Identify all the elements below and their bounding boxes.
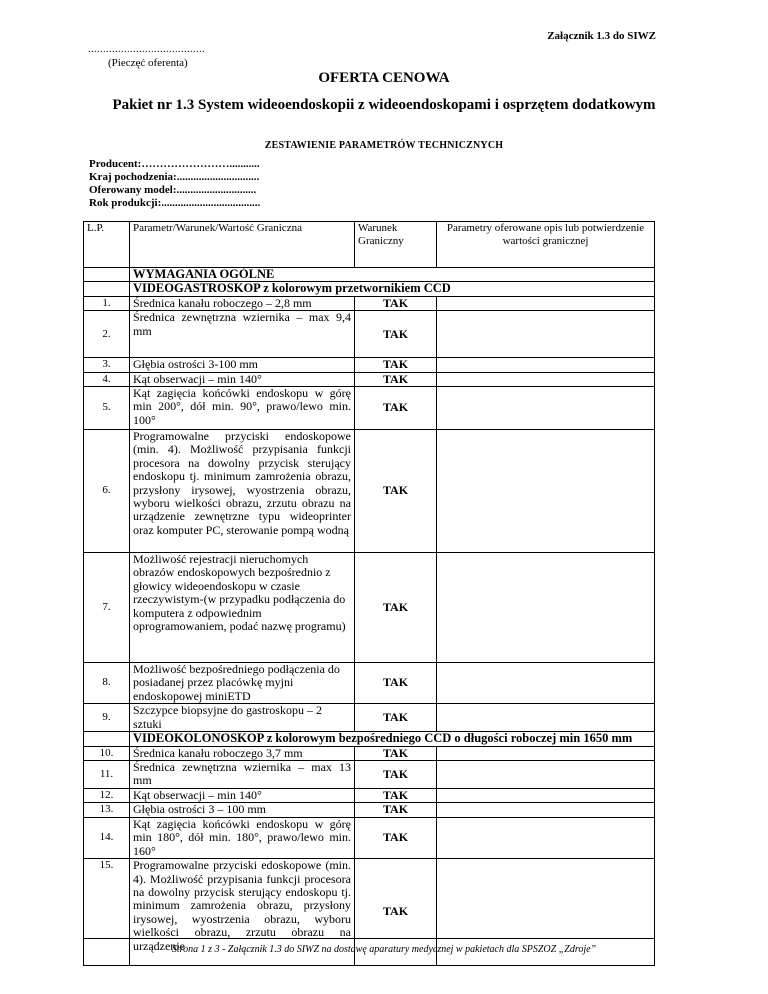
condition-value: TAK <box>355 358 437 372</box>
stamp-label: (Pieczęć oferenta) <box>108 57 188 69</box>
offered-cell[interactable] <box>437 761 655 789</box>
condition-value: TAK <box>355 387 437 430</box>
parameter-text: Średnica kanału roboczego – 2,8 mm <box>130 296 355 310</box>
row-number: 13. <box>84 803 130 817</box>
offered-cell[interactable] <box>437 296 655 310</box>
parameter-text: Kąt obserwacji – min 140° <box>130 789 355 803</box>
condition-value: TAK <box>355 311 437 358</box>
table-row <box>84 311 655 358</box>
section-general: WYMAGANIA OGÓLNE <box>130 268 655 282</box>
section-gastroscope: VIDEOGASTROSKOP z kolorowym przetwornikiem CCD <box>130 282 655 296</box>
condition-value: TAK <box>355 761 437 789</box>
table-row <box>84 663 655 704</box>
offered-cell[interactable] <box>437 372 655 386</box>
condition-value: TAK <box>355 663 437 704</box>
table-row <box>84 387 655 430</box>
parameter-text: Kąt zagięcia końcówki endoskopu w górę min 200°, dół min. 90°, prawo/lewo min. 100° <box>130 387 355 430</box>
table-row <box>84 789 655 803</box>
row-number: 11. <box>84 761 130 789</box>
table-row <box>84 553 655 663</box>
header-offered: Parametry oferowane opis lub potwierdzenie wartości granicznej <box>437 222 655 268</box>
parameter-text: Możliwość rejestracji nieruchomych obrazów endoskopowych bezpośrednio z głowicy wideoendoskopu w czasie rzeczywistym-(w przypadku podłączenia do komputera z odpowiednim oprogramowaniem, podać nazwę programu) <box>130 553 355 663</box>
parameter-text: Średnica zewnętrzna wziernika – max 13 mm <box>130 761 355 789</box>
offered-cell[interactable] <box>437 663 655 704</box>
table-row <box>84 761 655 789</box>
condition-value: TAK <box>355 430 437 553</box>
row-number: 3. <box>84 358 130 372</box>
page-title: OFERTA CENOWA <box>318 70 450 86</box>
table-row <box>84 372 655 386</box>
offered-cell[interactable] <box>437 789 655 803</box>
year-field: Rok produkcji:.................................... <box>89 197 261 209</box>
table-row <box>84 296 655 310</box>
parameter-text: Programowalne przyciski edoskopowe (min. 4). Możliwość przypisania funkcji procesora na dowolny przycisk sterujący endoskopu tj. minimum zamrożenia obrazu, przysłony irysowej, wyostrzenia obrazu, wyboru wielkości obrazu, zrzutu obrazu na urządzenie <box>130 859 355 966</box>
offered-cell[interactable] <box>437 817 655 858</box>
row-number: 7. <box>84 553 130 663</box>
page-footer: Strona 1 z 3 - Załącznik 1.3 do SIWZ na dostawę aparatury medycznej w pakietach dla SPSZOZ „Zdroje” <box>171 944 597 955</box>
header-lp: L.P. <box>84 222 130 268</box>
parameter-text: Możliwość bezpośredniego podłączenia do posiadanej przez placówkę myjni endoskopowej miniETD <box>130 663 355 704</box>
condition-value: TAK <box>355 789 437 803</box>
condition-value: TAK <box>355 372 437 386</box>
row-number: 4. <box>84 372 130 386</box>
condition-value: TAK <box>355 296 437 310</box>
condition-value: TAK <box>355 803 437 817</box>
condition-value: TAK <box>355 859 437 966</box>
header-condition: Warunek Graniczny <box>355 222 437 268</box>
table-row <box>84 817 655 858</box>
parameter-text: Głębia ostrości 3 – 100 mm <box>130 803 355 817</box>
row-number: 2. <box>84 311 130 358</box>
condition-value: TAK <box>355 704 437 732</box>
row-number: 1. <box>84 296 130 310</box>
parameter-text: Głębia ostrości 3-100 mm <box>130 358 355 372</box>
row-number: 9. <box>84 704 130 732</box>
row-number: 8. <box>84 663 130 704</box>
model-field: Oferowany model:............................. <box>89 184 257 196</box>
table-row <box>84 746 655 760</box>
table-row <box>84 430 655 553</box>
table-row <box>84 704 655 732</box>
package-title: Pakiet nr 1.3 System wideoendoskopii z wideoendoskopami i osprzętem dodatkowym <box>112 97 656 113</box>
parameter-text: Szczypce biopsyjne do gastroskopu – 2 sztuki <box>130 704 355 732</box>
parameter-text: Kąt zagięcia końcówki endoskopu w górę min 180°, dół min. 180°, prawo/lewo min. 160° <box>130 817 355 858</box>
footer-divider <box>83 938 654 939</box>
row-number: 6. <box>84 430 130 553</box>
parameters-table <box>83 221 655 966</box>
row-number: 5. <box>84 387 130 430</box>
condition-value: TAK <box>355 817 437 858</box>
parameter-text: Średnica zewnętrzna wziernika – max 9,4 mm <box>130 311 355 358</box>
section-row <box>84 732 655 746</box>
producer-field: Producent:……………………........... <box>89 158 260 170</box>
table-row <box>84 803 655 817</box>
stamp-dotted-line: ....................................... <box>88 44 205 55</box>
row-number: 15. <box>84 859 130 966</box>
row-number: 10. <box>84 746 130 760</box>
row-number: 14. <box>84 817 130 858</box>
section-colonoscope: VIDEOKOLONOSKOP z kolorowym bezpośredniego CCD o długości roboczej min 1650 mm <box>130 732 655 746</box>
parameter-text: Kąt obserwacji – min 140° <box>130 372 355 386</box>
offered-cell[interactable] <box>437 358 655 372</box>
attachment-label: Załącznik 1.3 do SIWZ <box>547 30 656 42</box>
condition-value: TAK <box>355 746 437 760</box>
condition-value: TAK <box>355 553 437 663</box>
parameter-text: Średnica kanału roboczego 3,7 mm <box>130 746 355 760</box>
country-field: Kraj pochodzenia:.............................. <box>89 171 260 183</box>
parameter-text: Programowalne przyciski endoskopowe (min. 4). Możliwość przypisania funkcji procesora na dowolny przycisk sterujący endoskopu tj. minimum zamrożenia obrazu, przysłony irysowej, wyostrzenia obrazu, wyboru wielkości obrazu, zrzutu obrazu na urządzenie zewnętrzne typu wideoprinter oraz komputer PC, sterowanie pompą wodną <box>130 430 355 553</box>
offered-cell[interactable] <box>437 387 655 430</box>
offered-cell[interactable] <box>437 803 655 817</box>
offered-cell[interactable] <box>437 430 655 553</box>
header-param: Parametr/Warunek/Wartość Graniczna <box>130 222 355 268</box>
section-row <box>84 282 655 296</box>
offered-cell[interactable] <box>437 704 655 732</box>
section-subtitle: ZESTAWIENIE PARAMETRÓW TECHNICZNYCH <box>264 140 504 151</box>
offered-cell[interactable] <box>437 553 655 663</box>
row-number: 12. <box>84 789 130 803</box>
table-header-row <box>84 222 655 268</box>
offered-cell[interactable] <box>437 311 655 358</box>
table-row <box>84 358 655 372</box>
offered-cell[interactable] <box>437 746 655 760</box>
section-row <box>84 268 655 282</box>
